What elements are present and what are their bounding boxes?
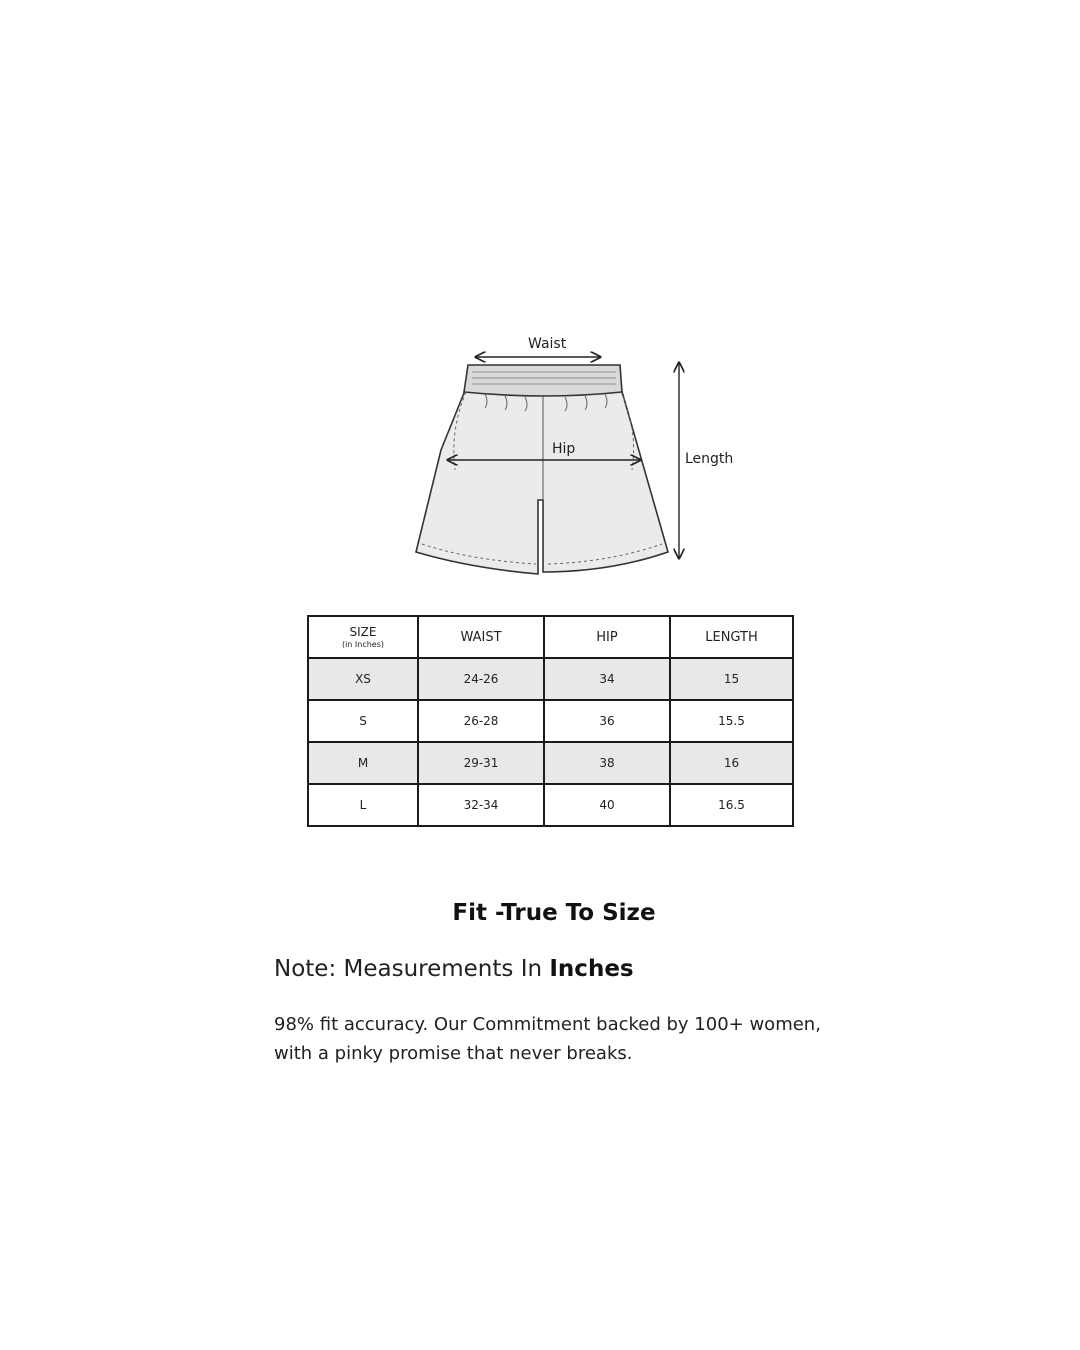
header-length: LENGTH <box>670 616 793 658</box>
header-size-unit: (in Inches) <box>341 640 385 649</box>
cell-size: S <box>308 700 418 742</box>
hip-label: Hip <box>552 441 576 457</box>
cell-length: 16 <box>670 742 793 784</box>
cell-size: L <box>308 784 418 826</box>
cell-length: 15 <box>670 658 793 700</box>
cell-waist: 32-34 <box>418 784 544 826</box>
shorts-measurement-diagram <box>0 0 1080 600</box>
cell-waist: 29-31 <box>418 742 544 784</box>
shorts-illustration <box>416 365 668 574</box>
cell-hip: 34 <box>544 658 670 700</box>
header-hip: HIP <box>544 616 670 658</box>
cell-length: 15.5 <box>670 700 793 742</box>
header-waist: WAIST <box>418 616 544 658</box>
table-row <box>308 658 793 700</box>
cell-waist: 24-26 <box>418 658 544 700</box>
cell-hip: 40 <box>544 784 670 826</box>
note-prefix: Note: Measurements In <box>274 956 550 982</box>
header-size-label: SIZE <box>349 625 377 639</box>
table-header-row <box>308 616 793 658</box>
measurement-note <box>274 956 634 982</box>
cell-waist: 26-28 <box>418 700 544 742</box>
fit-title: Fit -True To Size <box>452 900 656 926</box>
waist-label: Waist <box>528 336 567 352</box>
length-label: Length <box>685 451 734 467</box>
fit-description: 98% fit accuracy. Our Commitment backed by 100+ women, with a pinky promise that never breaks. <box>274 1014 821 1064</box>
note-unit: Inches <box>549 956 634 982</box>
cell-size: M <box>308 742 418 784</box>
cell-hip: 36 <box>544 700 670 742</box>
table-row <box>308 742 793 784</box>
cell-hip: 38 <box>544 742 670 784</box>
table-row <box>308 784 793 826</box>
size-chart-table <box>307 615 794 827</box>
header-size <box>308 616 418 658</box>
cell-size: XS <box>308 658 418 700</box>
cell-length: 16.5 <box>670 784 793 826</box>
table-row <box>308 700 793 742</box>
